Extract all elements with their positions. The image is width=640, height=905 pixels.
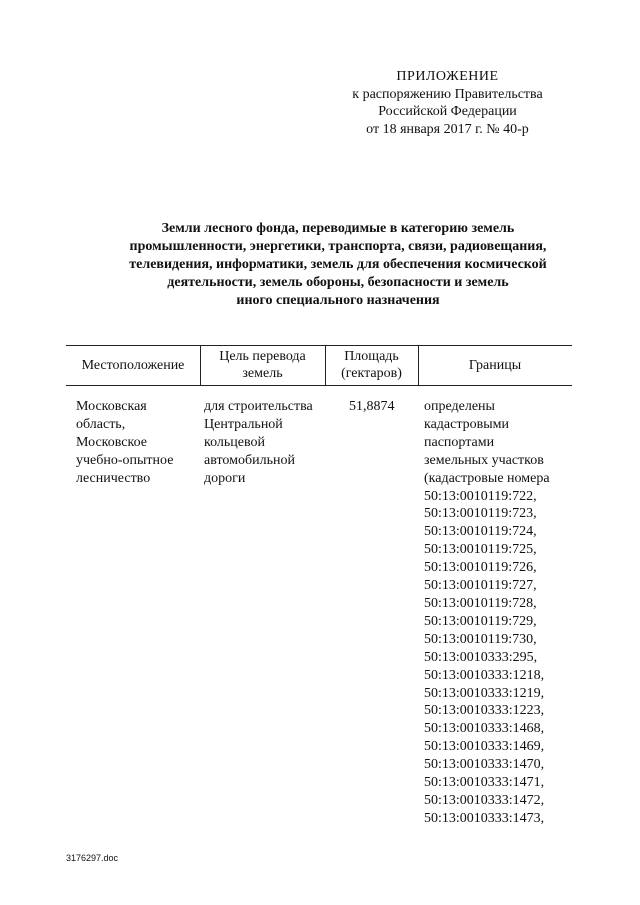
- header-area: [325, 345, 418, 385]
- document-file-id: 3176297.doc: [66, 853, 119, 863]
- header-location-label: Местоположение: [81, 357, 185, 373]
- title-line: деятельности, земель обороны, безопасности и земель: [167, 275, 509, 290]
- header-area-line: Площадь: [344, 349, 399, 364]
- header-purpose-line: земель: [242, 366, 283, 381]
- cell-line: область,: [76, 416, 126, 432]
- cadastral-number: 50:13:0010333:295,: [424, 649, 538, 665]
- cell-purpose: [204, 398, 313, 488]
- appendix-block: [330, 68, 565, 138]
- cell-line: Московское: [76, 434, 147, 450]
- cadastral-number: 50:13:0010333:1472,: [424, 792, 545, 808]
- cadastral-number: 50:13:0010333:1218,: [424, 667, 545, 683]
- title-line: промышленности, энергетики, транспорта, связи, радиовещания,: [129, 239, 547, 254]
- appendix-line-federation: Российской Федерации: [378, 104, 517, 119]
- cadastral-number: 50:13:0010119:728,: [424, 595, 537, 611]
- cadastral-number: 50:13:0010333:1223,: [424, 703, 545, 719]
- header-location: [66, 345, 200, 385]
- table-header-bottom-rule: [66, 385, 572, 386]
- header-purpose-line: Цель перевода: [219, 349, 306, 364]
- border-line: кадастровыми: [424, 416, 510, 432]
- appendix-heading: ПРИЛОЖЕНИЕ: [396, 69, 499, 84]
- area-value: 51,8874: [349, 399, 395, 414]
- cadastral-number: 50:13:0010119:725,: [424, 542, 537, 558]
- cell-line: Центральной: [204, 416, 283, 432]
- cell-line: кольцевой: [204, 434, 265, 450]
- title-line: Земли лесного фонда, переводимые в категорию земель: [161, 221, 515, 236]
- cell-borders: [424, 398, 550, 828]
- cell-area: [349, 398, 395, 416]
- border-line: определены: [424, 399, 495, 414]
- appendix-line-date: от 18 января 2017 г. № 40-р: [366, 121, 529, 137]
- cadastral-number: 50:13:0010119:730,: [424, 631, 537, 647]
- cell-line: Московская: [76, 399, 147, 414]
- cell-line: лесничество: [76, 470, 151, 486]
- cell-line: учебно-опытное: [76, 452, 174, 468]
- document-title: [100, 220, 576, 310]
- border-line: паспортами: [424, 434, 495, 450]
- cadastral-number: 50:13:0010333:1468,: [424, 721, 545, 737]
- cell-line: для строительства: [204, 399, 313, 414]
- cadastral-number: 50:13:0010119:724,: [424, 524, 537, 540]
- cadastral-number: 50:13:0010333:1219,: [424, 685, 545, 701]
- cadastral-number: 50:13:0010333:1469,: [424, 739, 545, 755]
- header-borders-label: Границы: [468, 357, 522, 373]
- cadastral-number: 50:13:0010119:726,: [424, 560, 537, 576]
- cadastral-number: 50:13:0010333:1471,: [424, 775, 545, 791]
- cadastral-number: 50:13:0010119:723,: [424, 506, 537, 522]
- border-line: (кадастровые номера: [424, 470, 550, 486]
- cadastral-number: 50:13:0010119:727,: [424, 578, 537, 594]
- appendix-line-order: к распоряжению Правительства: [352, 86, 543, 102]
- header-purpose: [200, 345, 325, 385]
- cadastral-number: 50:13:0010333:1473,: [424, 810, 545, 826]
- cell-location: [76, 398, 173, 488]
- title-line: иного специального назначения: [236, 293, 440, 308]
- cell-line: автомобильной: [204, 452, 295, 468]
- cadastral-number: 50:13:0010119:722,: [424, 488, 537, 504]
- cadastral-number: 50:13:0010119:729,: [424, 613, 537, 629]
- cell-line: дороги: [204, 470, 246, 486]
- header-area-line: (гектаров): [341, 366, 402, 381]
- title-line: телевидения, информатики, земель для обеспечения космической: [129, 257, 547, 272]
- border-line: земельных участков: [424, 452, 544, 468]
- cadastral-number: 50:13:0010333:1470,: [424, 757, 545, 773]
- header-borders: [418, 345, 572, 385]
